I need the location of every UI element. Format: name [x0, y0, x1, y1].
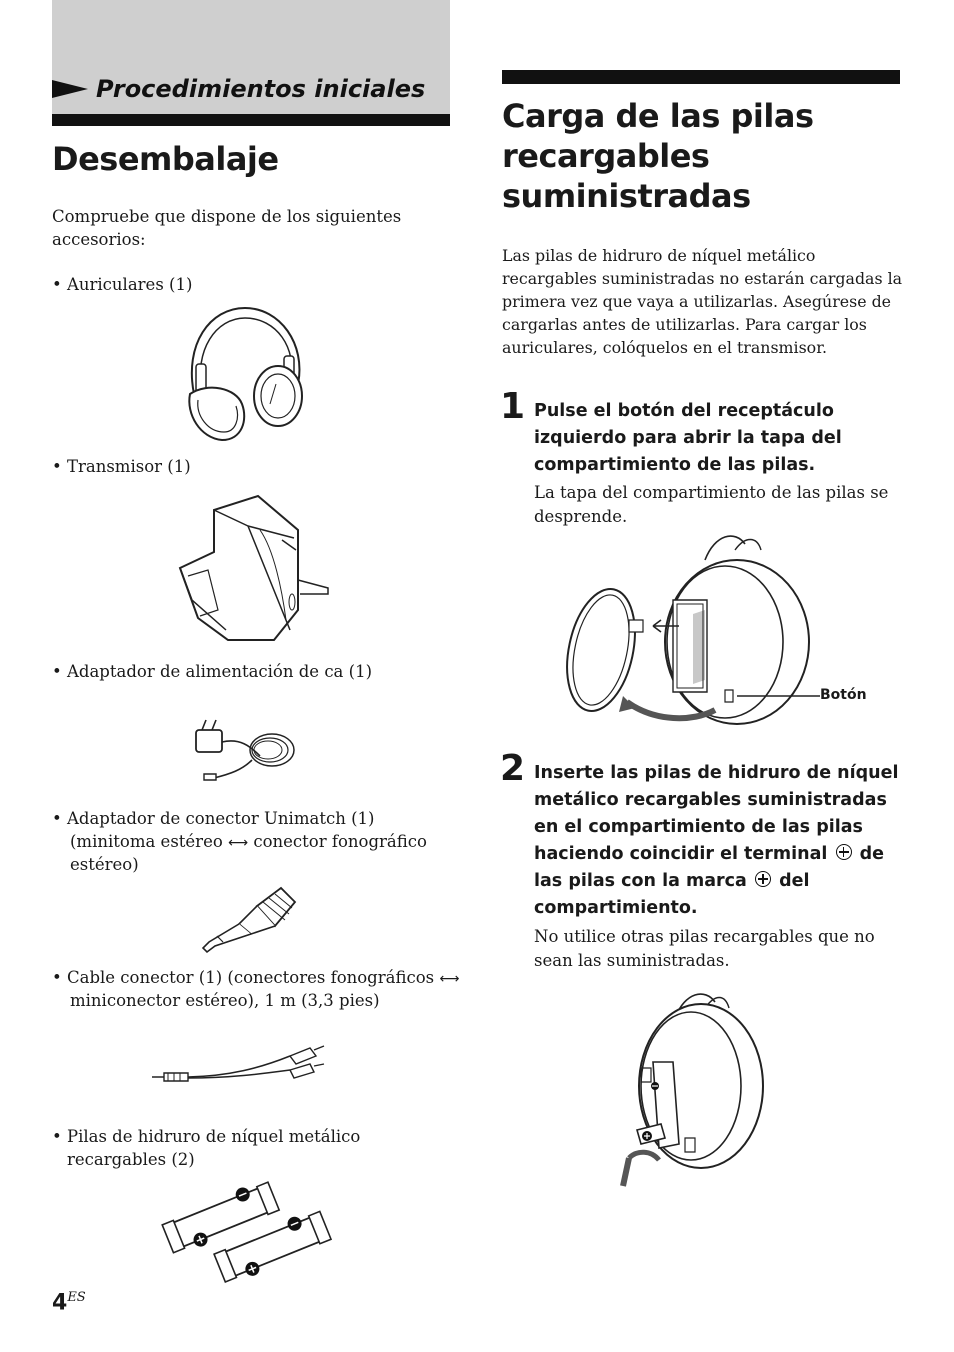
heading-carga-line1: Carga de las pilas	[502, 97, 814, 135]
item-batteries-line1: • Pilas de hidruro de níquel metálico	[52, 1127, 361, 1146]
cable-illustration	[150, 1040, 330, 1090]
triangle-marker-icon	[52, 80, 88, 98]
battery-insert-illustration	[615, 988, 775, 1188]
step-2-heading	[534, 760, 904, 922]
heading-carga-line2: recargables	[502, 137, 710, 175]
section-rule	[52, 114, 450, 126]
item-cable-text-a: • Cable conector (1) (conectores fonográficos	[52, 968, 435, 987]
battery-cover-illustration	[565, 530, 815, 730]
plus-circle-icon	[755, 871, 771, 887]
item-unimatch: • Adaptador de conector Unimatch (1)	[52, 809, 375, 828]
item-ac-adapter: • Adaptador de alimentación de ca (1)	[52, 662, 373, 681]
item-unimatch-text-b: conector fonográfico	[253, 832, 427, 851]
item-transmitter: • Transmisor (1)	[52, 457, 191, 476]
heading-carga-line3: suministradas	[502, 177, 751, 215]
step-2-heading-part-b: de las pilas con la marca	[534, 844, 885, 891]
double-arrow-icon: ⟷	[228, 835, 249, 851]
step-1-heading: Pulse el botón del receptáculo izquierdo para abrir la tapa del compartimiento de las pilas.	[534, 401, 842, 475]
intro-text: Compruebe que dispone de los siguientes accesorios:	[52, 207, 402, 249]
right-heading-rule	[502, 70, 900, 84]
step-2-heading-part-a: Inserte las pilas de hidruro de níquel metálico recargables suministradas en el compartimiento de las pilas haciendo coincidir el terminal	[534, 763, 899, 864]
transmitter-illustration	[178, 490, 338, 650]
item-cable-line1	[52, 966, 459, 991]
batteries-illustration	[162, 1178, 334, 1278]
item-batteries-line2: recargables (2)	[67, 1150, 195, 1169]
page-number-value: 4	[52, 1290, 68, 1316]
item-unimatch-text-a: (minitoma estéreo	[70, 832, 223, 851]
step-2-number: 2	[500, 748, 526, 789]
ac-adapter-illustration	[190, 716, 310, 786]
item-headphones: • Auriculares (1)	[52, 275, 193, 294]
step-2-heading-part-c: del compartimiento.	[534, 871, 810, 918]
heading-carga	[502, 96, 902, 216]
headphones-illustration	[180, 304, 310, 444]
step-2-body: No utilice otras pilas recargables que no sean las suministradas.	[534, 927, 875, 970]
item-unimatch-line3: estéreo)	[70, 855, 139, 874]
button-callout-label: Botón	[820, 687, 867, 703]
page-language-suffix: ES	[67, 1290, 86, 1305]
page-number	[52, 1290, 86, 1315]
item-cable-line2: miniconector estéreo), 1 m (3,3 pies)	[70, 991, 380, 1010]
item-unimatch-line2	[70, 830, 427, 855]
carga-intro-text: Las pilas de hidruro de níquel metálico recargables suministradas no estarán cargadas la primera vez que vaya a utilizarlas. Asegúrese de cargarlas antes de utilizarlas. Para cargar los auriculares, colóquelos en el transmisor.	[502, 246, 903, 357]
plus-circle-icon	[836, 844, 852, 860]
step-1-number: 1	[500, 386, 526, 427]
section-title-text: Procedimientos iniciales	[96, 75, 426, 103]
section-title	[52, 74, 425, 104]
step-1-body: La tapa del compartimiento de las pilas se desprende.	[534, 483, 889, 526]
unimatch-plug-illustration	[195, 884, 300, 954]
heading-desembalaje: Desembalaje	[52, 140, 279, 178]
double-arrow-icon: ⟷	[439, 971, 460, 987]
